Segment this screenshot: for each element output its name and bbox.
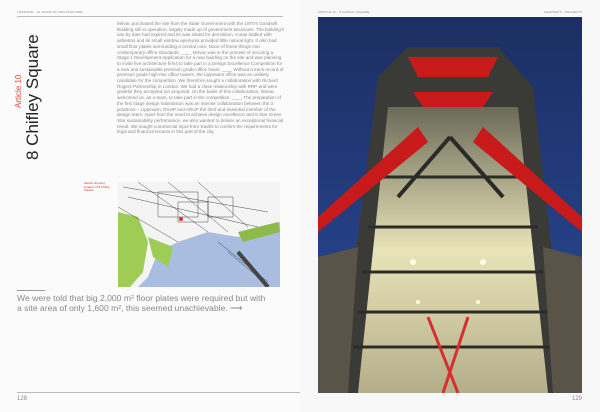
right-page: [300, 0, 600, 412]
location-sketch-map: [118, 182, 280, 287]
quote-rule: [17, 290, 45, 291]
running-head-right: CHAPTER 5 – PROJECTS: [543, 10, 582, 14]
footer-rule: [17, 392, 300, 393]
map-caption: Sketch showing location of 8 Chifley Square: [84, 181, 111, 193]
page-number: 128: [17, 396, 28, 402]
title-block: [14, 20, 42, 160]
article-label: Article 10: [14, 74, 23, 108]
header-rule: [17, 16, 283, 17]
page-number: 129: [571, 396, 582, 402]
article-title: 8 Chifley Square: [23, 34, 42, 160]
building-photo: [318, 17, 582, 393]
quote-text: We were told that big 2,000 m² floor plates were required but with a site area of only 1,600 m², this seemed unachievable.: [17, 293, 266, 313]
running-head: LIPPMANN – 40 YEARS OF ARCHITECTURE: [17, 10, 83, 14]
body-text: Mirvac purchased the site from the State Government with the 1970's Goodsell Building still in operation, largely made up of government tenancies. The building's use by date had expired and its was slated for demolition. It was riddled with asbestos and its small window apertures provided little natural light. It also had small floor plates surrounding a central core. None of these things met contemporary office standards. ____ Mirvac was in the process of securing a Stage 1 Development Application for a new building on the site and was planning to invite five architecture firms to take part in a Design Excellence Competition for a new and sustainable premium grade office tower. ____ Without a track record of premium grade high-rise office towers, the Lippmann office was an unlikely candidate for the competition. We therefore sought a collaboration with Richard Rogers Partnership in London. We had a close relationship with RRP and were grateful they accepted our proposal. On the basis of this collaboration, Mirvac welcomed us, as a team, to take part in the competition. ____ The preparation of the first stage design submission was an intense collaboration between the 3 practices – Lippmann, RSHP and ARUP the third and essential member of the design team. Apart from the need to achieve design excellence and 6 Star Green Star sustainability performance, we also wanted to deliver an exceptional financial result. We sought commercial input from Savills to confirm the requirements for legal and financial tenants in this part of the city.: [117, 21, 285, 135]
running-head-left: ARTICLE 10 – 8 CHIFLEY SQUARE: [318, 10, 370, 14]
pull-quote: [17, 294, 267, 313]
arrow-icon: ⟶: [230, 302, 243, 313]
